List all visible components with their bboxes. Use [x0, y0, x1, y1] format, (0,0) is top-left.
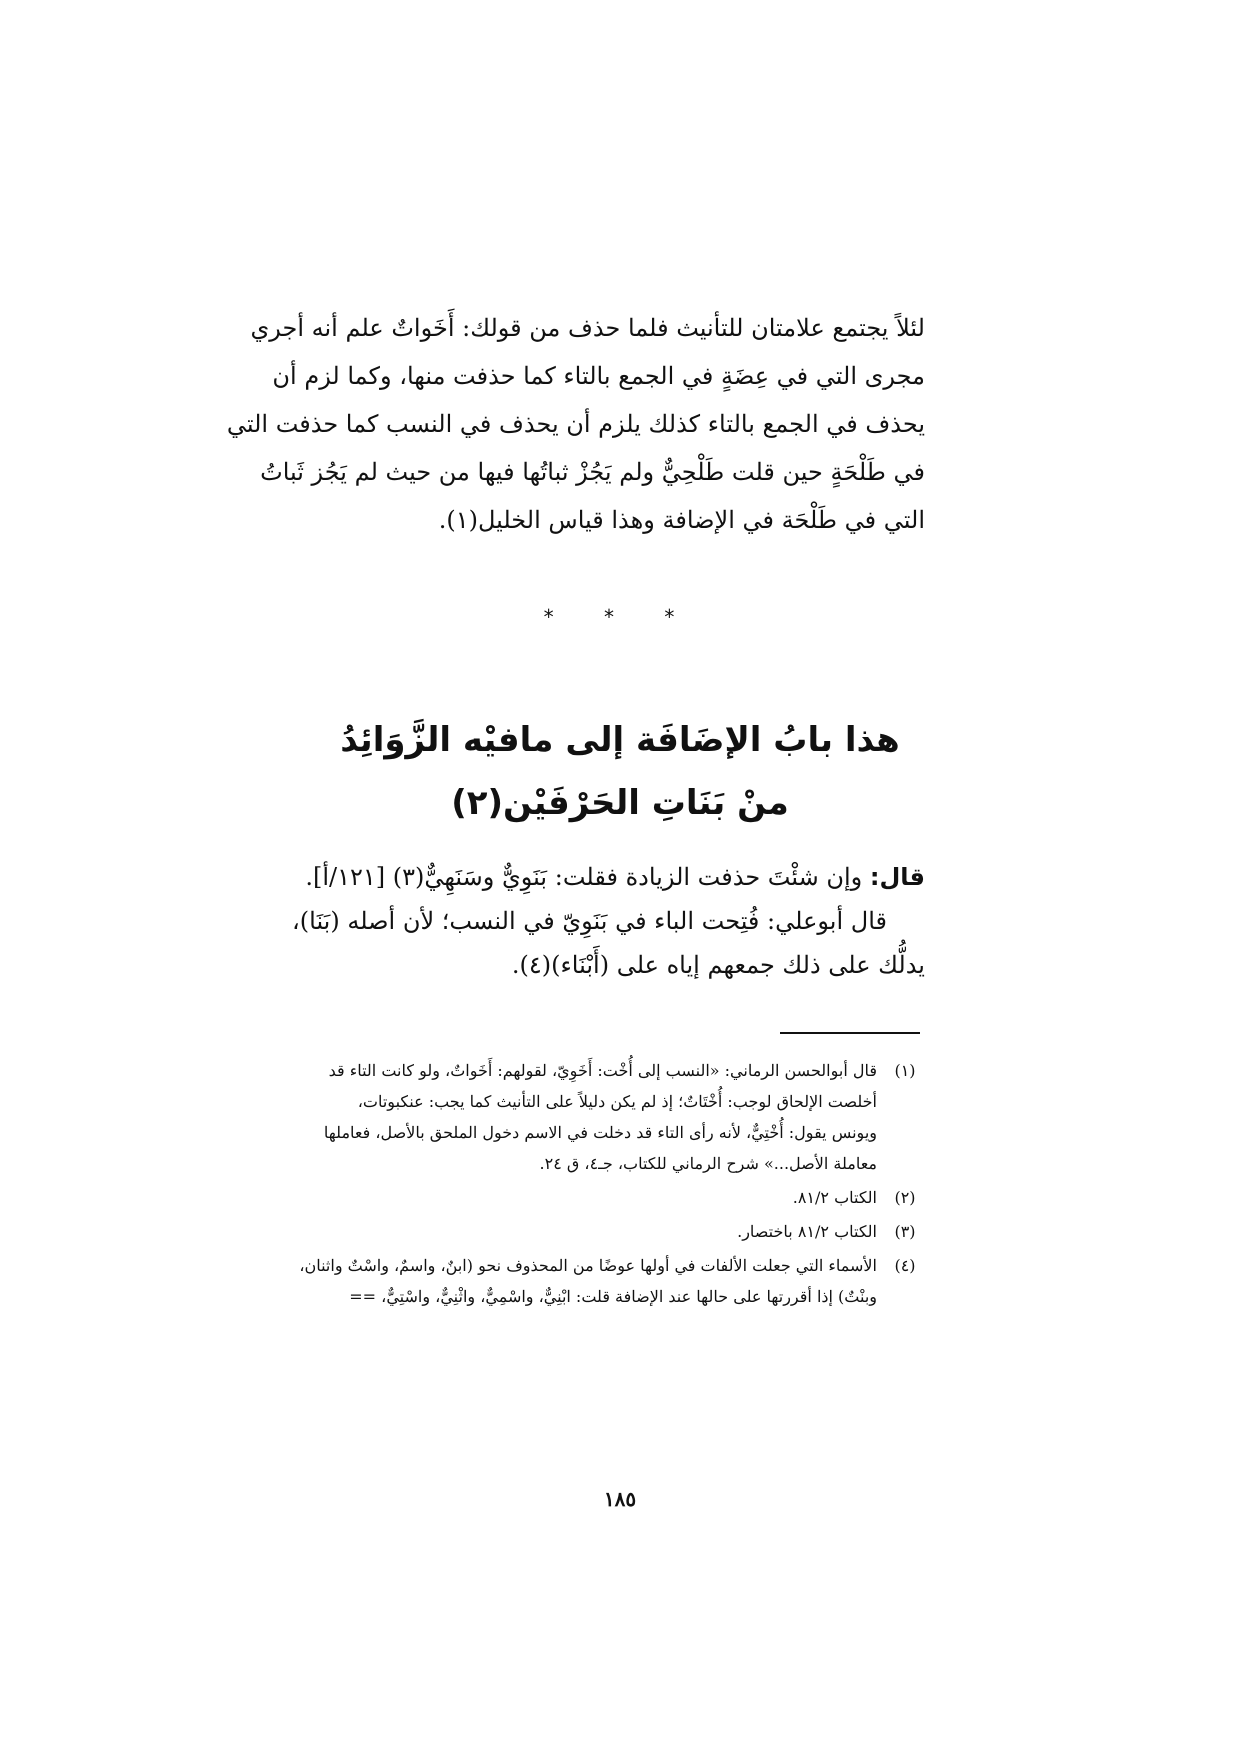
footnote-line: وبنْتٌ) إذا أقررتها على حالها عند الإضافة قلت: ابْنِيٌّ، واسْمِيٌّ، واثْنِيٌّ، واسْتِيٌّ، ==: [349, 1287, 877, 1306]
main-paragraph-line: لئلاً يجتمع علامتان للتأنيث فلما حذف من قولك: أَخَواتٌ علم أنه أجري: [250, 314, 925, 342]
chapter-paragraph: [275, 855, 925, 987]
section-separator-stars: * * *: [543, 605, 697, 629]
chapter-paragraph-line: يدلُّك على ذلك جمعهم إياه على (أَبْنَاء)(٤).: [511, 951, 925, 979]
footnote-number: (٣): [894, 1222, 916, 1241]
footnote-item: [265, 1250, 925, 1312]
main-paragraph-line: التي في طَلْحَة في الإضافة وهذا قياس الخليل(١).: [438, 506, 925, 534]
chapter-paragraph-line: قال أبوعلي: فُتِحت الباء في بَنَوِيّ في النسب؛ لأن أصله (بَنَا)،: [292, 907, 887, 935]
footnote-number: (٤): [894, 1256, 916, 1275]
main-paragraph-line: مجرى التي في عِضَةٍ في الجمع بالتاء كما حذفت منها، وكما لزم أن: [272, 362, 925, 390]
footnote-line: ويونس يقول: أُخْتِيٌّ، لأنه رأى التاء قد دخلت في الاسم دخول الملحق بالأصل، فعاملها: [323, 1123, 877, 1142]
footnote-number: (٢): [894, 1188, 916, 1207]
footnote-line: الكتاب ٨١/٢ باختصار.: [737, 1222, 877, 1241]
main-paragraph: [226, 304, 925, 544]
footnotes: [265, 1055, 925, 1312]
footnote-item: [265, 1216, 925, 1247]
footnote-line: الكتاب ٨١/٢.: [792, 1188, 877, 1207]
footnote-item: [265, 1055, 925, 1179]
main-paragraph-line: في طَلْحَةٍ حين قلت طَلْحِيٌّ ولم يَجُزْ ثباتُها فيها من حيث لم يَجُز ثَباتُ: [260, 458, 925, 486]
footnote-number: (١): [894, 1061, 916, 1080]
page-number: ١٨٥: [603, 1487, 637, 1511]
main-paragraph-line: يحذف في الجمع بالتاء كذلك يلزم أن يحذف في النسب كما حذفت التي: [226, 410, 925, 438]
footnote-line: الأسماء التي جعلت الألفات في أولها عوضًا من المحذوف نحو (ابنٌ، واسمٌ، واسْتٌ واثنان،: [299, 1256, 877, 1275]
qal-label: قال:: [869, 863, 925, 891]
footnote-line: أخلصت الإلحاق لوجب: أُخْتَاتٌ؛ إذ لم يكن دليلاً على التأنيث كما يجب: عنكبوتات،: [357, 1092, 877, 1111]
chapter-heading-line-1: هذا بابُ الإضَافَة إلى مافيْه الزَّوَائِدُ: [340, 720, 900, 760]
footnote-separator-rule: [780, 1032, 920, 1034]
footnote-line: معاملة الأصل...» شرح الرماني للكتاب، جـ٤، ق ٢٤.: [539, 1154, 877, 1173]
chapter-paragraph-text: وإن شئْتَ حذفت الزيادة فقلت: بَنَوِيٌّ وسَنَهِيٌّ(٣) [١٢١/أ].: [305, 863, 870, 891]
chapter-paragraph-line: [275, 855, 925, 899]
chapter-heading-line-2: منْ بَنَاتِ الحَرْفَيْن(٢): [451, 783, 789, 823]
footnote-line: قال أبوالحسن الرماني: «النسب إلى أُخْت: أَخَوِيّ، لقولهم: أَخَواتٌ، ولو كانت التاء قد: [328, 1061, 877, 1080]
footnote-item: [265, 1182, 925, 1213]
